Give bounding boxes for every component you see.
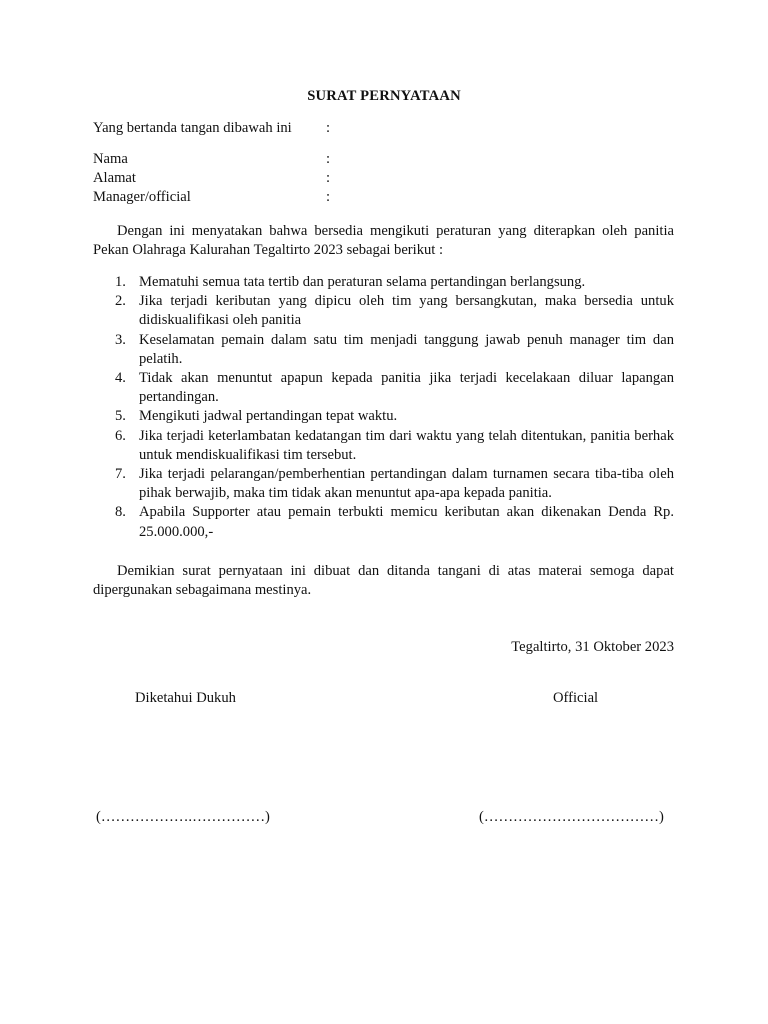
- place-date: Tegaltirto, 31 Oktober 2023: [511, 639, 674, 655]
- manager-field-label: Manager/official: [93, 189, 191, 205]
- intro-label: Yang bertanda tangan dibawah ini: [93, 120, 292, 136]
- name-field-label: Nama: [93, 151, 128, 167]
- list-item: [93, 369, 674, 407]
- list-item: [93, 292, 674, 330]
- list-item-text: Jika terjadi keributan yang dipicu oleh tim yang bersangkutan, maka bersedia untuk didiskualifikasi oleh panitia: [139, 293, 674, 329]
- signature-label-right: Official: [553, 690, 599, 706]
- list-item-number: 8.: [115, 504, 126, 521]
- list-item-number: 3.: [115, 331, 126, 348]
- list-item-text: Tidak akan menuntut apapun kepada panitia jika terjadi kecelakaan diluar lapangan pertandingan.: [139, 370, 674, 406]
- rules-list: [93, 273, 674, 542]
- list-item-text: Jika terjadi pelarangan/pemberhentian pertandingan dalam turnamen secara tiba-tiba oleh pihak berwajib, maka tim tidak akan menuntut apa-apa kepada panitia.: [139, 466, 674, 502]
- list-item-number: 2.: [115, 293, 126, 310]
- document-title: SURAT PERNYATAAN: [307, 88, 461, 104]
- list-item-number: 6.: [115, 427, 126, 444]
- list-item-text: Mematuhi semua tata tertib dan peraturan selama pertandingan berlangsung.: [139, 274, 586, 290]
- list-item: [93, 407, 674, 426]
- list-item: [93, 331, 674, 369]
- list-item: [93, 273, 674, 292]
- manager-field-colon: :: [326, 189, 331, 205]
- list-item-text: Jika terjadi keterlambatan kedatangan tim dari waktu yang telah ditentukan, panitia berhak untuk mendiskualifikasi tim tersebut.: [139, 427, 674, 463]
- closing-paragraph: Demikian surat pernyataan ini dibuat dan ditanda tangani di atas materai semoga dapat dipergunakan sebagaimana mestinya.: [93, 563, 674, 599]
- name-field-colon: :: [326, 151, 331, 167]
- list-item-text: Apabila Supporter atau pemain terbukti memicu keributan akan dikenakan Denda Rp. 25.000.000,-: [139, 504, 674, 540]
- list-item-text: Keselamatan pemain dalam satu tim menjadi tanggung jawab penuh manager tim dan pelatih.: [139, 331, 674, 367]
- list-item: [93, 503, 674, 541]
- list-item-number: 7.: [115, 466, 126, 483]
- opening-paragraph: Dengan ini menyatakan bahwa bersedia mengikuti peraturan yang diterapkan oleh panitia Pekan Olahraga Kalurahan Tegaltirto 2023 sebagai berikut :: [93, 223, 674, 259]
- list-item-number: 1.: [115, 274, 126, 290]
- signature-label-left: Diketahui Dukuh: [135, 690, 236, 706]
- address-field-colon: :: [326, 170, 331, 186]
- intro-colon: :: [326, 120, 331, 136]
- list-item-number: 4.: [115, 370, 126, 387]
- signature-line-left: (……………….……………): [96, 809, 270, 825]
- list-item-number: 5.: [115, 408, 126, 425]
- signature-line-right: (………………………………): [479, 809, 664, 825]
- list-item-text: Mengikuti jadwal pertandingan tepat waktu.: [139, 408, 398, 425]
- list-item: [93, 465, 674, 503]
- address-field-label: Alamat: [93, 170, 136, 186]
- list-item: [93, 427, 674, 465]
